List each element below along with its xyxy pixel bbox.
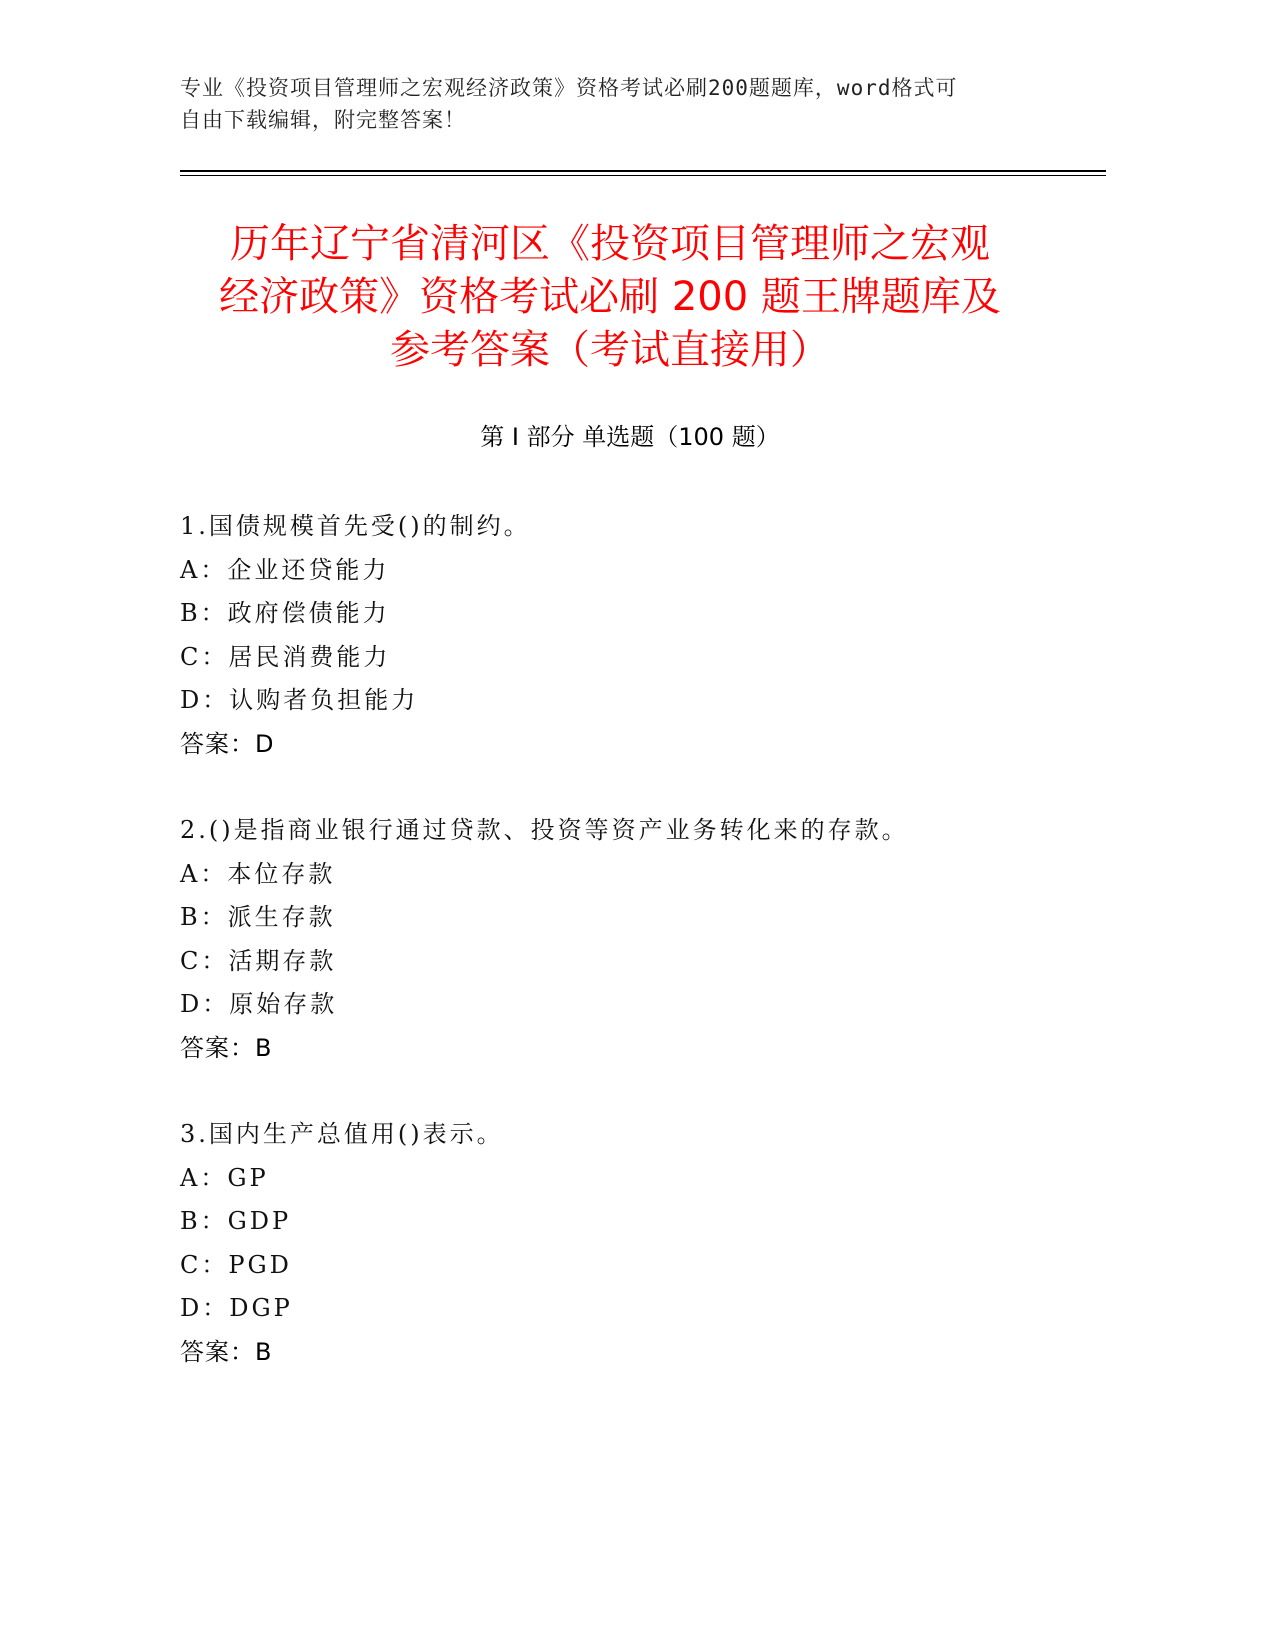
- question-list: [180, 505, 1080, 1417]
- header-note-line-1: 专业《投资项目管理师之宏观经济政策》资格考试必刷200题题库，word格式可: [180, 76, 958, 100]
- question-stem: 3.国内生产总值用()表示。: [180, 1120, 504, 1148]
- question-stem: 2.()是指商业银行通过贷款、投资等资产业务转化来的存款。: [180, 816, 909, 844]
- question-3: [180, 1113, 1080, 1374]
- question-1: [180, 505, 1080, 766]
- question-2: [180, 809, 1080, 1070]
- document-title-line-2: 经济政策》资格考试必刷 200 题王牌题库及: [219, 274, 1001, 320]
- option-c: C：居民消费能力: [180, 642, 391, 671]
- option-b: B：派生存款: [180, 903, 336, 931]
- header-divider-thick: [180, 170, 1106, 172]
- answer-line: 答案：B: [180, 1337, 273, 1366]
- header-note-line-2: 自由下载编辑，附完整答案！: [180, 108, 466, 132]
- option-a: A：企业还贷能力: [180, 555, 390, 584]
- option-d: D：原始存款: [180, 990, 338, 1018]
- header-divider-thin: [180, 175, 1106, 176]
- option-d: D：DGP: [180, 1294, 293, 1322]
- option-b: B：政府偿债能力: [180, 599, 390, 627]
- header-note: [180, 72, 1040, 136]
- option-c: C：活期存款: [180, 946, 337, 975]
- document-title: [160, 218, 1060, 377]
- section-heading: 第 I 部分 单选题（100 题）: [480, 423, 780, 451]
- option-c: C：PGD: [180, 1250, 292, 1279]
- answer-line: 答案：D: [180, 729, 275, 758]
- document-title-line-1: 历年辽宁省清河区《投资项目管理师之宏观: [230, 221, 990, 267]
- option-d: D：认购者负担能力: [180, 686, 419, 714]
- document-title-line-3: 参考答案（考试直接用）: [390, 327, 830, 373]
- answer-line: 答案：B: [180, 1033, 273, 1062]
- question-stem: 1.国债规模首先受()的制约。: [180, 512, 531, 540]
- option-a: A：本位存款: [180, 859, 336, 888]
- option-a: A：GP: [180, 1163, 269, 1192]
- option-b: B：GDP: [180, 1207, 292, 1235]
